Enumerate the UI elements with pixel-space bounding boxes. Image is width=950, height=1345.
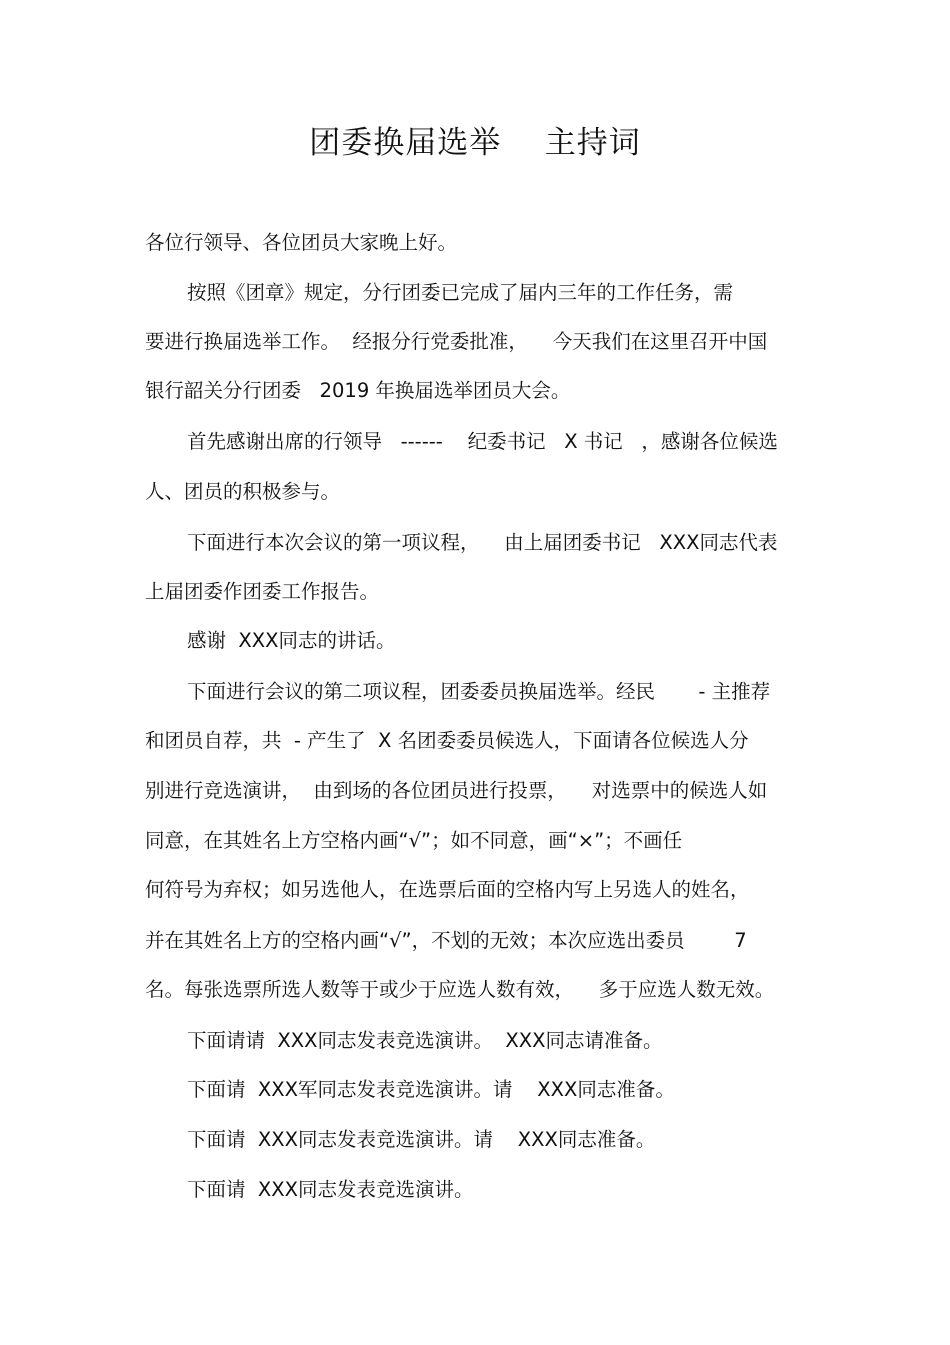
paragraph-line: 要进行换届选举工作。 经报分行党委批准， 今天我们在这里召开中国: [145, 330, 768, 353]
paragraph-line: 感谢 XXX同志的讲话。: [187, 629, 396, 652]
paragraph-line: 下面请 XXX同志发表竞选演讲。: [187, 1178, 474, 1201]
paragraph-line: 各位行领导、各位团员大家晚上好。: [145, 231, 458, 254]
paragraph-line: 下面请 XXX军同志发表竞选演讲。请 XXX同志准备。: [187, 1078, 675, 1101]
paragraph-line: 人、团员的积极参与。: [145, 480, 341, 503]
paragraph-line: 名。每张选票所选人数等于或少于应选人数有效， 多于应选人数无效。: [145, 978, 775, 1001]
paragraph-line: 上届团委作团委工作报告。: [145, 580, 380, 603]
paragraph-line: 何符号为弃权；如另选他人，在选票后面的空格内写上另选人的姓名，: [145, 878, 750, 901]
paragraph-line: 并在其姓名上方的空格内画“√”，不划的无效；本次应选出委员 7: [145, 929, 747, 952]
paragraph-line: 下面进行会议的第二项议程，团委委员换届选举。经民 - 主推荐: [187, 680, 771, 703]
paragraph-line: 下面请请 XXX同志发表竞选演讲。 XXX同志请准备。: [187, 1029, 663, 1052]
document-title: 团委换届选举 主持词: [309, 125, 641, 161]
paragraph-line: 别进行竞选演讲， 由到场的各位团员进行投票， 对选票中的候选人如: [145, 779, 768, 802]
paragraph-line: 下面进行本次会议的第一项议程， 由上届团委书记 XXX同志代表: [187, 531, 778, 554]
paragraph-line: 首先感谢出席的行领导 ------ 纪委书记 X 书记 ，感谢各位候选: [187, 430, 778, 453]
paragraph-line: 和团员自荐，共 - 产生了 X 名团委委员候选人，下面请各位候选人分: [145, 729, 749, 752]
paragraph-line: 银行韶关分行团委 2019 年换届选举团员大会。: [145, 379, 571, 402]
paragraph-line: 下面请 XXX同志发表竞选演讲。请 XXX同志准备。: [187, 1128, 656, 1151]
paragraph-line: 按照《团章》规定，分行团委已完成了届内三年的工作任务，需: [187, 281, 734, 304]
paragraph-line: 同意，在其姓名上方空格内画“√”；如不同意，画“×”；不画任: [145, 829, 683, 852]
